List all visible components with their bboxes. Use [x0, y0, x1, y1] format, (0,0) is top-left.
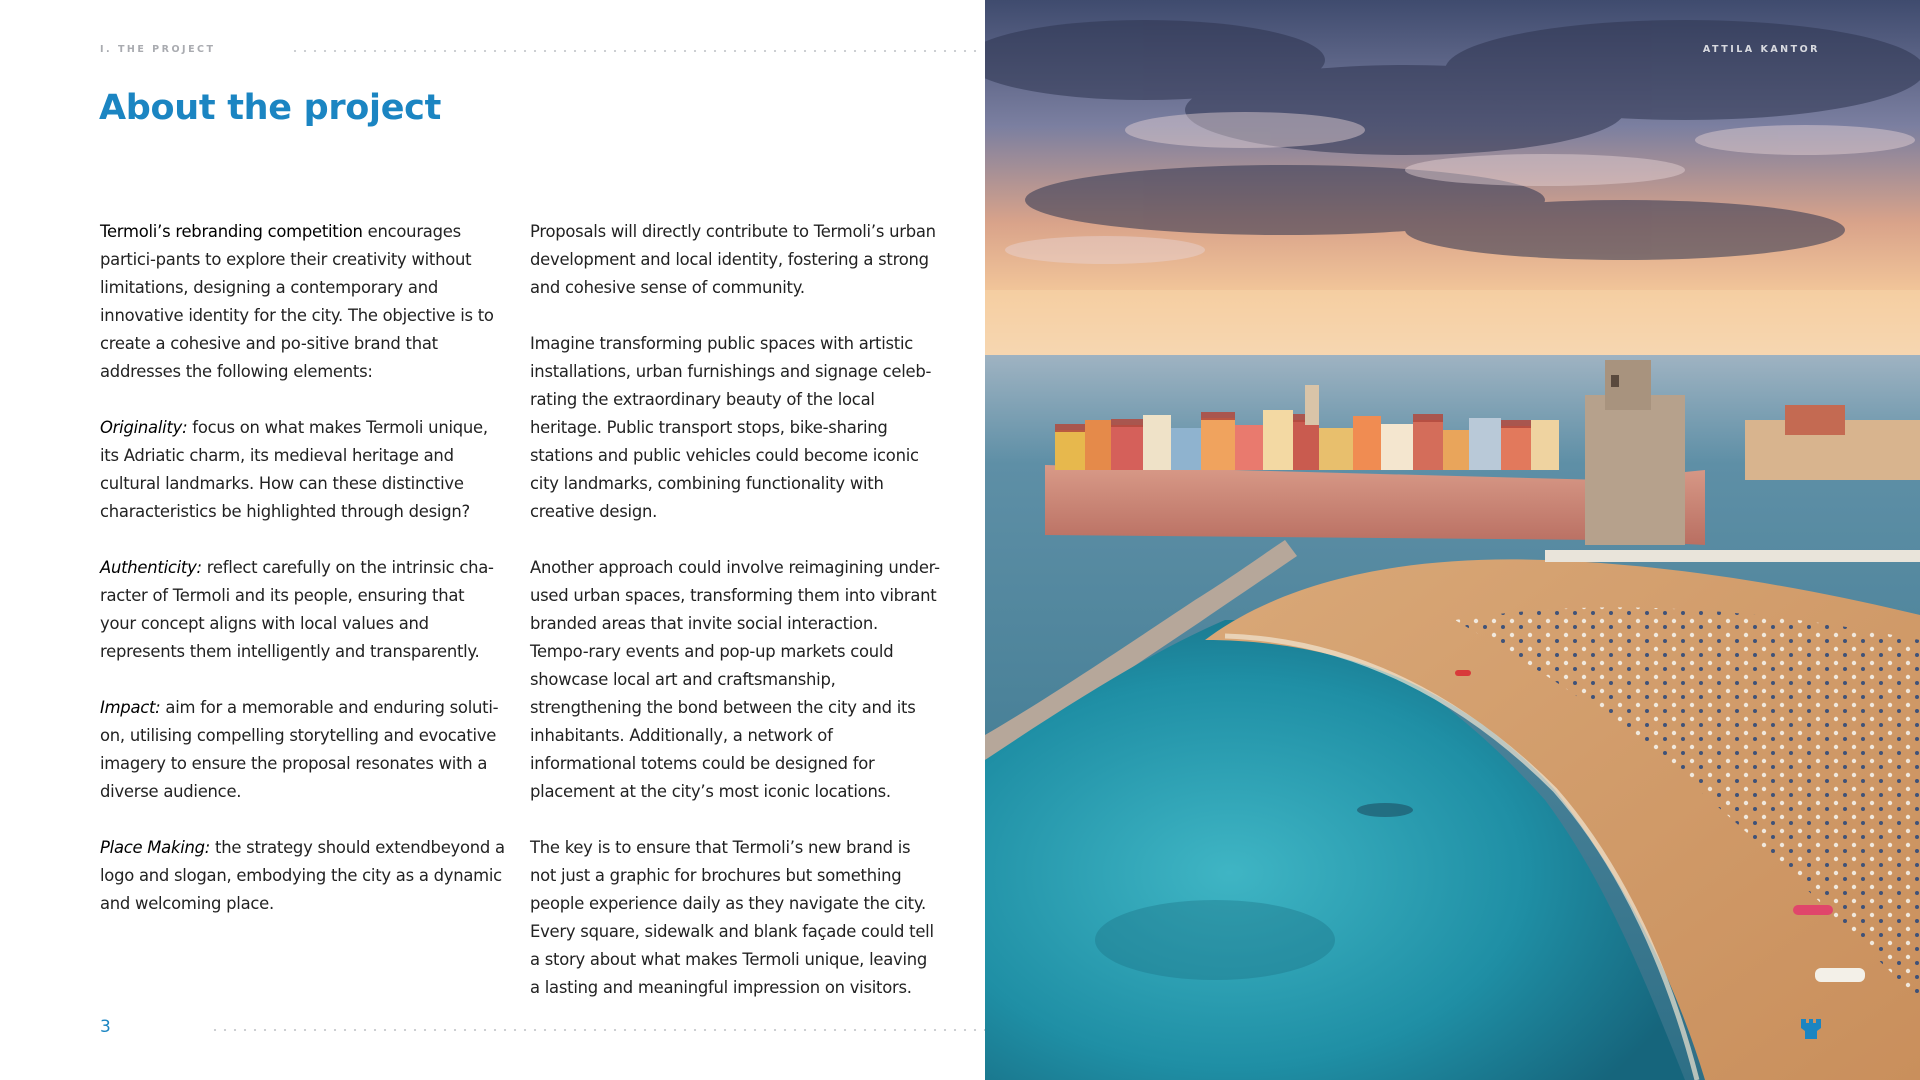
- item-text: reflect carefully on the intrinsic cha-racter of Termoli and its people, ensuring that your concept aligns with local values and represents them intelligently and transparently.: [100, 558, 494, 661]
- list-item-originality: [100, 414, 505, 526]
- list-item-impact: [100, 694, 505, 806]
- termoli-aerial-photo: [985, 0, 1920, 1080]
- paragraph: The key is to ensure that Termoli’s new brand is not just a graphic for brochures but something people experience daily as they navigate the city. Every square, sidewalk and blank façade could tell a story about what makes Termoli unique, leaving a lasting and meaningful impression on visitors.: [530, 838, 934, 997]
- author-label: ATTILA KANTOR: [1702, 44, 1820, 55]
- intro-paragraph: [100, 218, 505, 386]
- dotted-rule-top: [290, 50, 980, 52]
- castle-tower-icon: [1800, 1018, 1822, 1040]
- page-title: About the project: [99, 88, 442, 128]
- item-text: aim for a memorable and enduring soluti-on, utilising compelling storytelling and evocative imagery to ensure the proposal resonates with a diverse audience.: [100, 698, 499, 801]
- page-number: 3: [100, 1017, 111, 1037]
- list-item-authenticity: [100, 554, 505, 666]
- paragraph: Imagine transforming public spaces with artistic installations, urban furnishings and signage celeb-rating the extraordinary beauty of the local heritage. Public transport stops, bike-sharing stations and public vehicles could become iconic city landmarks, combining functionality with creative design.: [530, 334, 932, 521]
- paragraph: Proposals will directly contribute to Termoli’s urban development and local identity, fostering a strong and cohesive sense of community.: [530, 222, 936, 297]
- item-term: Originality:: [100, 418, 188, 437]
- item-text: the strategy should extendbeyond a logo and slogan, embodying the city as a dynamic and welcoming place.: [100, 838, 505, 913]
- item-term: Authenticity:: [100, 558, 202, 577]
- dotted-rule-bottom: [210, 1029, 985, 1031]
- list-item-place-making: [100, 834, 505, 918]
- item-term: Impact:: [100, 698, 161, 717]
- section-label: I. THE PROJECT: [100, 44, 216, 55]
- item-text: focus on what makes Termoli unique, its Adriatic charm, its medieval heritage and cultural landmarks. How can these distinctive characteristics be highlighted through design?: [100, 418, 488, 521]
- item-term: Place Making:: [100, 838, 211, 857]
- intro-bold: Termoli’s rebranding competition: [100, 222, 363, 241]
- text-column-left: [100, 218, 505, 918]
- paragraph: Another approach could involve reimagining under-used urban spaces, transforming them into vibrant branded areas that invite social interaction. Tempo-rary events and pop-up markets could showcase local art and craftsmanship, strengthening the bond between the city and its inhabitants. Additionally, a network of informational totems could be designed for placement at the city’s most iconic locations.: [530, 558, 940, 801]
- intro-text: encourages partici-pants to explore their creativity without limitations, designing a contemporary and innovative identity for the city. The objective is to create a cohesive and po-sitive brand that addresses the following elements:: [100, 222, 494, 381]
- text-column-right: [530, 218, 940, 1002]
